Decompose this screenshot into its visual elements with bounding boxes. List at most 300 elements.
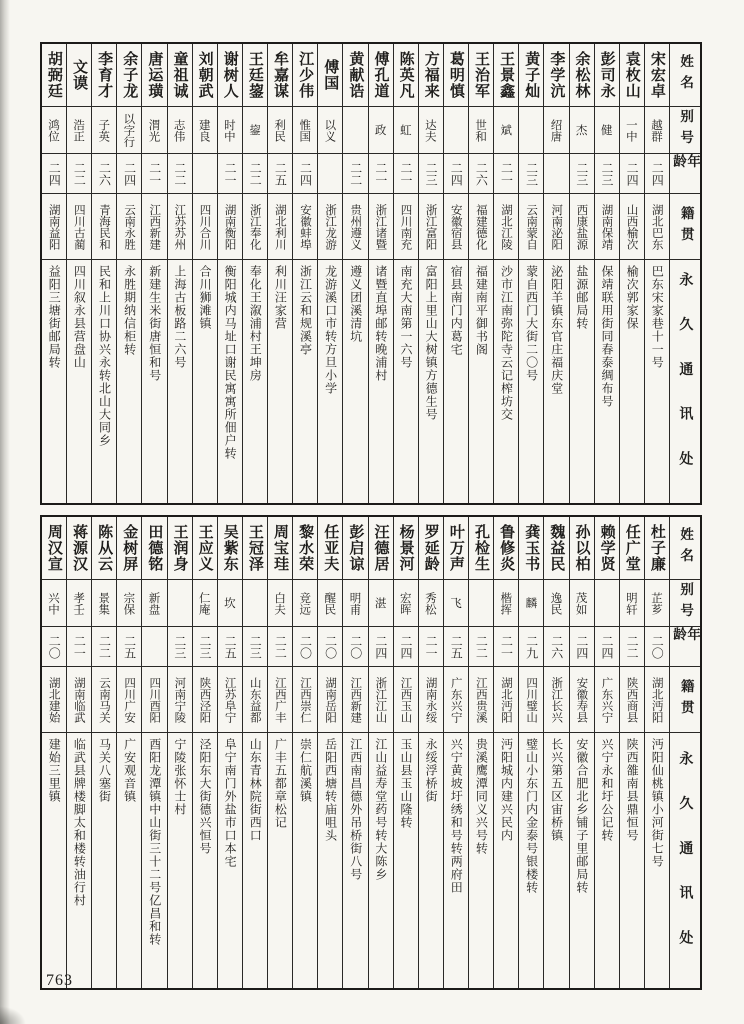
person-alias (570, 107, 594, 154)
person-name-text: 胡弼廷 (45, 51, 64, 99)
person-alias-text: 麟 (524, 597, 539, 609)
person-address-text: 遵义团溪清坑 (348, 265, 363, 343)
person-age-text: 二六 (97, 161, 112, 186)
person-address-text: 福建南平御书阁 (474, 265, 489, 356)
person-address-text: 泌阳羊镇东官庄福庆堂 (549, 265, 564, 395)
person-alias-text: 逸民 (549, 591, 564, 615)
person-name (419, 517, 443, 580)
person-age-text: 二二 (348, 161, 363, 186)
person-origin-text: 浙江长兴 (550, 676, 565, 723)
header-address-cell (670, 733, 700, 988)
person-alias-text: 明轩 (624, 591, 639, 615)
person-origin-text: 浙江富阳 (424, 203, 439, 250)
person-age-text: 二二 (172, 161, 187, 186)
person-name-text: 谢树人 (221, 51, 240, 99)
person-age (343, 627, 367, 667)
person-column (393, 517, 418, 988)
header-age-label: 年龄 (670, 154, 700, 175)
person-age (419, 154, 443, 194)
person-origin (369, 194, 393, 260)
person-alias-text: 世和 (474, 118, 489, 142)
person-age (218, 627, 242, 667)
person-age (519, 627, 543, 667)
person-column (543, 517, 568, 988)
person-name (620, 44, 644, 107)
header-origin-cell (670, 194, 700, 260)
person-column (42, 44, 66, 503)
person-origin (595, 194, 619, 260)
person-address (168, 260, 192, 503)
scan-corner-artifact (0, 1006, 26, 1024)
table-header-column (669, 44, 700, 503)
person-address-text: 沙市江南弥陀寺云记榨坊交 (499, 265, 514, 421)
person-alias (293, 580, 317, 627)
person-address-text: 陕西雒南县鼎恒号 (625, 738, 640, 842)
person-age (544, 627, 568, 667)
person-column (619, 517, 644, 988)
person-column (167, 517, 192, 988)
person-age (544, 154, 568, 194)
person-age-text: 二一 (499, 634, 514, 659)
person-address (544, 260, 568, 503)
person-age-text: 二二 (97, 634, 112, 659)
person-column (317, 44, 342, 503)
person-age-text: 二二 (273, 634, 288, 659)
person-alias (620, 107, 644, 154)
person-name-text: 叶万声 (447, 524, 466, 572)
person-origin-text: 湖北沔阳 (650, 676, 665, 723)
person-name-text: 黎水荣 (297, 524, 316, 572)
person-origin-text: 浙江龙游 (324, 203, 339, 250)
person-origin (444, 194, 468, 260)
person-origin (469, 194, 493, 260)
person-column (116, 517, 141, 988)
person-origin-text: 江苏阜宁 (223, 676, 238, 723)
person-alias-text: 健 (599, 124, 614, 136)
person-address (369, 260, 393, 503)
person-address-text: 巴东宋家巷十一号 (650, 265, 665, 369)
person-origin-text: 湖南岳阳 (324, 676, 339, 723)
person-origin-text: 山西榆次 (625, 203, 640, 250)
person-alias-text: 宗保 (122, 591, 137, 615)
person-column (192, 44, 217, 503)
person-name (645, 517, 669, 580)
person-age (243, 627, 267, 667)
person-origin-text: 湖北利川 (273, 203, 288, 250)
person-origin (42, 194, 66, 260)
person-age (494, 627, 518, 667)
person-origin-text: 四川古蔺 (72, 203, 87, 250)
person-name (142, 517, 166, 580)
person-address (620, 733, 644, 988)
person-name (42, 517, 66, 580)
person-age (92, 154, 116, 194)
header-origin-cell (670, 667, 700, 733)
person-name-text: 蒋源汉 (70, 524, 89, 572)
person-origin (193, 667, 217, 733)
person-age-text: 二〇 (298, 634, 313, 659)
person-alias-text: 兴中 (46, 591, 61, 615)
person-alias-text: 坎 (222, 597, 237, 609)
person-address-text: 沔阳城内建兴民内 (499, 738, 514, 842)
person-name-text: 文谟 (70, 59, 89, 91)
person-age-text: 二二 (625, 634, 640, 659)
person-age (394, 627, 418, 667)
person-alias (394, 107, 418, 154)
person-name-text: 彭启谅 (347, 524, 366, 572)
person-age (142, 627, 166, 667)
person-origin (117, 667, 141, 733)
person-age (67, 154, 91, 194)
person-name (243, 517, 267, 580)
person-address-text: 阜宁南门外盐市口本宅 (223, 738, 238, 868)
person-name (268, 44, 292, 107)
person-origin (193, 194, 217, 260)
person-origin-text: 四川南充 (399, 203, 414, 250)
person-address (318, 733, 342, 988)
person-address (469, 260, 493, 503)
person-age (494, 154, 518, 194)
header-address-label: 永久通讯处 (677, 751, 694, 975)
person-alias-text: 鸿位 (46, 118, 61, 142)
person-origin (419, 194, 443, 260)
person-name-text: 刘朝武 (196, 51, 215, 99)
person-address (570, 733, 594, 988)
person-origin-text: 云南马关 (97, 676, 112, 723)
person-age (645, 154, 669, 194)
person-alias (645, 107, 669, 154)
person-age-text: 二四 (574, 634, 589, 659)
person-address-text: 沔阳仙桃镇小河街七号 (650, 738, 665, 868)
person-address-text: 安徽合肥北乡铺子里邮局转 (574, 738, 589, 894)
person-address-text: 长兴第五区宙桥镇 (549, 738, 564, 842)
person-origin (620, 194, 644, 260)
person-alias (369, 580, 393, 627)
person-name (318, 44, 342, 107)
person-origin-text: 山东益都 (248, 676, 263, 723)
person-age (469, 627, 493, 667)
person-origin-text: 云南蒙自 (525, 203, 540, 250)
person-address (620, 260, 644, 503)
person-column (292, 44, 317, 503)
person-alias-text: 白夫 (273, 591, 288, 615)
person-name (243, 44, 267, 107)
person-column (569, 44, 594, 503)
person-alias-text: 楷挥 (499, 591, 514, 615)
person-alias (318, 107, 342, 154)
person-alias-text: 秀松 (423, 591, 438, 615)
person-origin-text: 湖北巴东 (650, 203, 665, 250)
person-address-text: 蒙自西门大街二〇号 (524, 265, 539, 382)
person-address-text: 浙江云和规溪亭 (298, 265, 313, 356)
person-name-text: 江少伟 (297, 51, 316, 99)
person-address-text: 民和上川口协兴永转北山大同乡 (97, 265, 112, 447)
person-name (92, 517, 116, 580)
person-address (193, 733, 217, 988)
person-origin (318, 667, 342, 733)
person-alias (318, 580, 342, 627)
person-origin-text: 江西贵溪 (474, 676, 489, 723)
person-alias-text: 景集 (97, 591, 112, 615)
person-address (595, 733, 619, 988)
person-origin (293, 194, 317, 260)
person-address (519, 733, 543, 988)
person-column (644, 44, 669, 503)
header-age-cell (670, 154, 700, 194)
person-name-text: 王治军 (472, 51, 491, 99)
person-name-text: 罗延龄 (422, 524, 441, 572)
person-origin (394, 667, 418, 733)
person-alias-text: 虹 (398, 124, 413, 136)
person-origin (67, 194, 91, 260)
person-address-text: 马关八塞街 (97, 738, 112, 803)
person-alias (42, 580, 66, 627)
person-origin-text: 江西广丰 (273, 676, 288, 723)
person-age (117, 627, 141, 667)
header-alias-label: 别号 (677, 109, 694, 151)
person-alias (544, 107, 568, 154)
person-address (268, 733, 292, 988)
person-address (142, 733, 166, 988)
person-address (544, 733, 568, 988)
person-alias (117, 580, 141, 627)
person-age (117, 154, 141, 194)
person-name-text: 李育才 (96, 51, 115, 99)
header-age-label: 年龄 (670, 627, 700, 648)
person-name (293, 517, 317, 580)
person-name (268, 517, 292, 580)
person-origin-text: 浙江诸暨 (374, 203, 389, 250)
person-name-text: 龚玉书 (523, 524, 542, 572)
person-address-text: 盐源邮局转 (574, 265, 589, 330)
person-age-text: 二四 (599, 634, 614, 659)
person-column (368, 44, 393, 503)
person-address (343, 733, 367, 988)
person-address (243, 733, 267, 988)
person-alias-text: 仁庵 (197, 591, 212, 615)
person-alias (168, 580, 192, 627)
person-address (394, 733, 418, 988)
person-alias-text: 建良 (197, 118, 212, 142)
person-address (67, 260, 91, 503)
person-age (369, 154, 393, 194)
person-age-text: 二四 (398, 634, 413, 659)
person-column (644, 517, 669, 988)
person-address-text: 贵溪鹰潭同义兴号转 (474, 738, 489, 855)
person-age (369, 627, 393, 667)
person-alias (570, 580, 594, 627)
person-age (42, 627, 66, 667)
person-name (42, 44, 66, 107)
person-column (91, 517, 116, 988)
person-age-text: 二一 (223, 161, 238, 186)
person-name (645, 44, 669, 107)
person-address-text: 崇仁航溪镇 (298, 738, 313, 803)
person-alias-text: 浩正 (72, 118, 87, 142)
person-name (218, 517, 242, 580)
person-origin (645, 667, 669, 733)
person-age-text: 二五 (223, 634, 238, 659)
person-name-text: 傅孔道 (372, 51, 391, 99)
person-alias-text: 竞远 (298, 591, 313, 615)
person-address-text: 山东青林院街西口 (248, 738, 263, 842)
person-column (443, 44, 468, 503)
person-column (141, 44, 166, 503)
person-address (67, 733, 91, 988)
person-name (117, 44, 141, 107)
person-address-text: 兴宁黄坡圩绣和号转两府田 (449, 738, 464, 894)
person-name (218, 44, 242, 107)
person-alias-text: 越群 (649, 118, 664, 142)
person-address (168, 733, 192, 988)
person-name-text: 傅国 (322, 59, 341, 91)
person-alias-text: 斌 (499, 124, 514, 136)
person-column (66, 517, 91, 988)
person-age-text: 二四 (625, 161, 640, 186)
person-name-text: 任亚夫 (322, 524, 341, 572)
person-origin-text: 江西新建 (148, 203, 163, 250)
person-alias (519, 107, 543, 154)
person-name-text: 田德铭 (146, 524, 165, 572)
person-address-text: 保靖联用街同春泰绸布号 (599, 265, 614, 408)
person-age (293, 627, 317, 667)
person-age-text: 二〇 (348, 634, 363, 659)
person-age-text: 二四 (47, 161, 62, 186)
person-address (268, 260, 292, 503)
person-address-text: 诸暨直埠邮转晚浦村 (373, 265, 388, 382)
person-column (342, 44, 367, 503)
person-column (267, 44, 292, 503)
person-address-text: 榆次郭家保 (625, 265, 640, 330)
person-origin-text: 湖北建始 (47, 676, 62, 723)
person-name-text: 王冠泽 (246, 524, 265, 572)
person-name-text: 金树屏 (121, 524, 140, 572)
person-name-text: 唐运璜 (146, 51, 165, 99)
person-origin-text: 江苏苏州 (173, 203, 188, 250)
person-origin (168, 194, 192, 260)
person-age (67, 627, 91, 667)
person-origin (142, 194, 166, 260)
person-column (317, 517, 342, 988)
person-alias (419, 107, 443, 154)
person-alias (645, 580, 669, 627)
person-alias-text: 杰 (574, 124, 589, 136)
person-address-text: 璧山小东门内金泰号银楼转 (524, 738, 539, 894)
header-name-cell (670, 517, 700, 580)
person-address (243, 260, 267, 503)
person-address-text: 江西南昌德外吊桥街八号 (348, 738, 363, 881)
person-age-text: 二九 (524, 634, 539, 659)
person-alias-text: 渭光 (147, 118, 162, 142)
person-origin (595, 667, 619, 733)
header-alias-cell (670, 580, 700, 627)
person-address-text: 益阳三塘街邮局转 (47, 265, 62, 369)
person-name (519, 44, 543, 107)
person-alias-text: 时中 (222, 118, 237, 142)
person-name-text: 彭司永 (598, 51, 617, 99)
person-alias (469, 580, 493, 627)
person-name-text: 方福来 (422, 51, 441, 99)
person-name-text: 任广堂 (623, 524, 642, 572)
person-origin-text: 江西新建 (349, 676, 364, 723)
person-age-text: 二二 (72, 161, 87, 186)
header-address-cell (670, 260, 700, 503)
person-origin-text: 青海民和 (97, 203, 112, 250)
person-column (292, 517, 317, 988)
person-name (444, 44, 468, 107)
person-name-text: 赖学贤 (598, 524, 617, 572)
person-origin-text: 湖南临武 (72, 676, 87, 723)
person-address (645, 260, 669, 503)
person-origin-text: 河南宁陵 (173, 676, 188, 723)
person-name-text: 吴紫东 (221, 524, 240, 572)
person-name-text: 鲁修炎 (498, 524, 517, 572)
person-age-text: 二三 (574, 161, 589, 186)
person-age-text: 二〇 (47, 634, 62, 659)
person-alias (168, 107, 192, 154)
person-name (469, 517, 493, 580)
person-address (469, 733, 493, 988)
person-address-text: 广丰五都章松记 (273, 738, 288, 829)
person-origin (318, 194, 342, 260)
person-name (444, 517, 468, 580)
person-column (418, 44, 443, 503)
person-origin-text: 湖南衡阳 (223, 203, 238, 250)
person-age-text: 二三 (524, 161, 539, 186)
person-column (493, 517, 518, 988)
person-origin-text: 广东兴宁 (449, 676, 464, 723)
person-alias (92, 107, 116, 154)
person-alias-text: 醒民 (323, 591, 338, 615)
person-origin-text: 湖北沔阳 (499, 676, 514, 723)
person-column (468, 517, 493, 988)
person-age (595, 627, 619, 667)
person-address (419, 260, 443, 503)
person-address (394, 260, 418, 503)
person-name-text: 杜子廉 (648, 524, 667, 572)
person-name-text: 王润身 (171, 524, 190, 572)
person-column (393, 44, 418, 503)
person-name-text: 王景鑫 (498, 51, 517, 99)
person-age-text: 二五 (273, 161, 288, 186)
person-origin (494, 667, 518, 733)
person-age (293, 154, 317, 194)
person-origin (519, 194, 543, 260)
person-origin (42, 667, 66, 733)
person-age-text: 二一 (398, 161, 413, 186)
person-origin (293, 667, 317, 733)
header-alias-cell (670, 107, 700, 154)
person-age-text: 二一 (72, 634, 87, 659)
person-name-text: 周宝珪 (271, 524, 290, 572)
person-alias-text: 以字行 (122, 112, 137, 148)
person-alias-text: 达夫 (423, 118, 438, 142)
person-address (419, 733, 443, 988)
person-origin (92, 667, 116, 733)
person-address (494, 733, 518, 988)
person-column (443, 517, 468, 988)
person-age (268, 154, 292, 194)
table-header-column (669, 517, 700, 988)
person-address-text: 南充大南第一六号 (398, 265, 413, 369)
person-name-text: 王应义 (196, 524, 215, 572)
person-name (519, 517, 543, 580)
person-age-text: 二一 (147, 161, 162, 186)
person-alias (369, 107, 393, 154)
person-alias (142, 107, 166, 154)
person-alias (343, 107, 367, 154)
person-name-text: 汪德居 (372, 524, 391, 572)
